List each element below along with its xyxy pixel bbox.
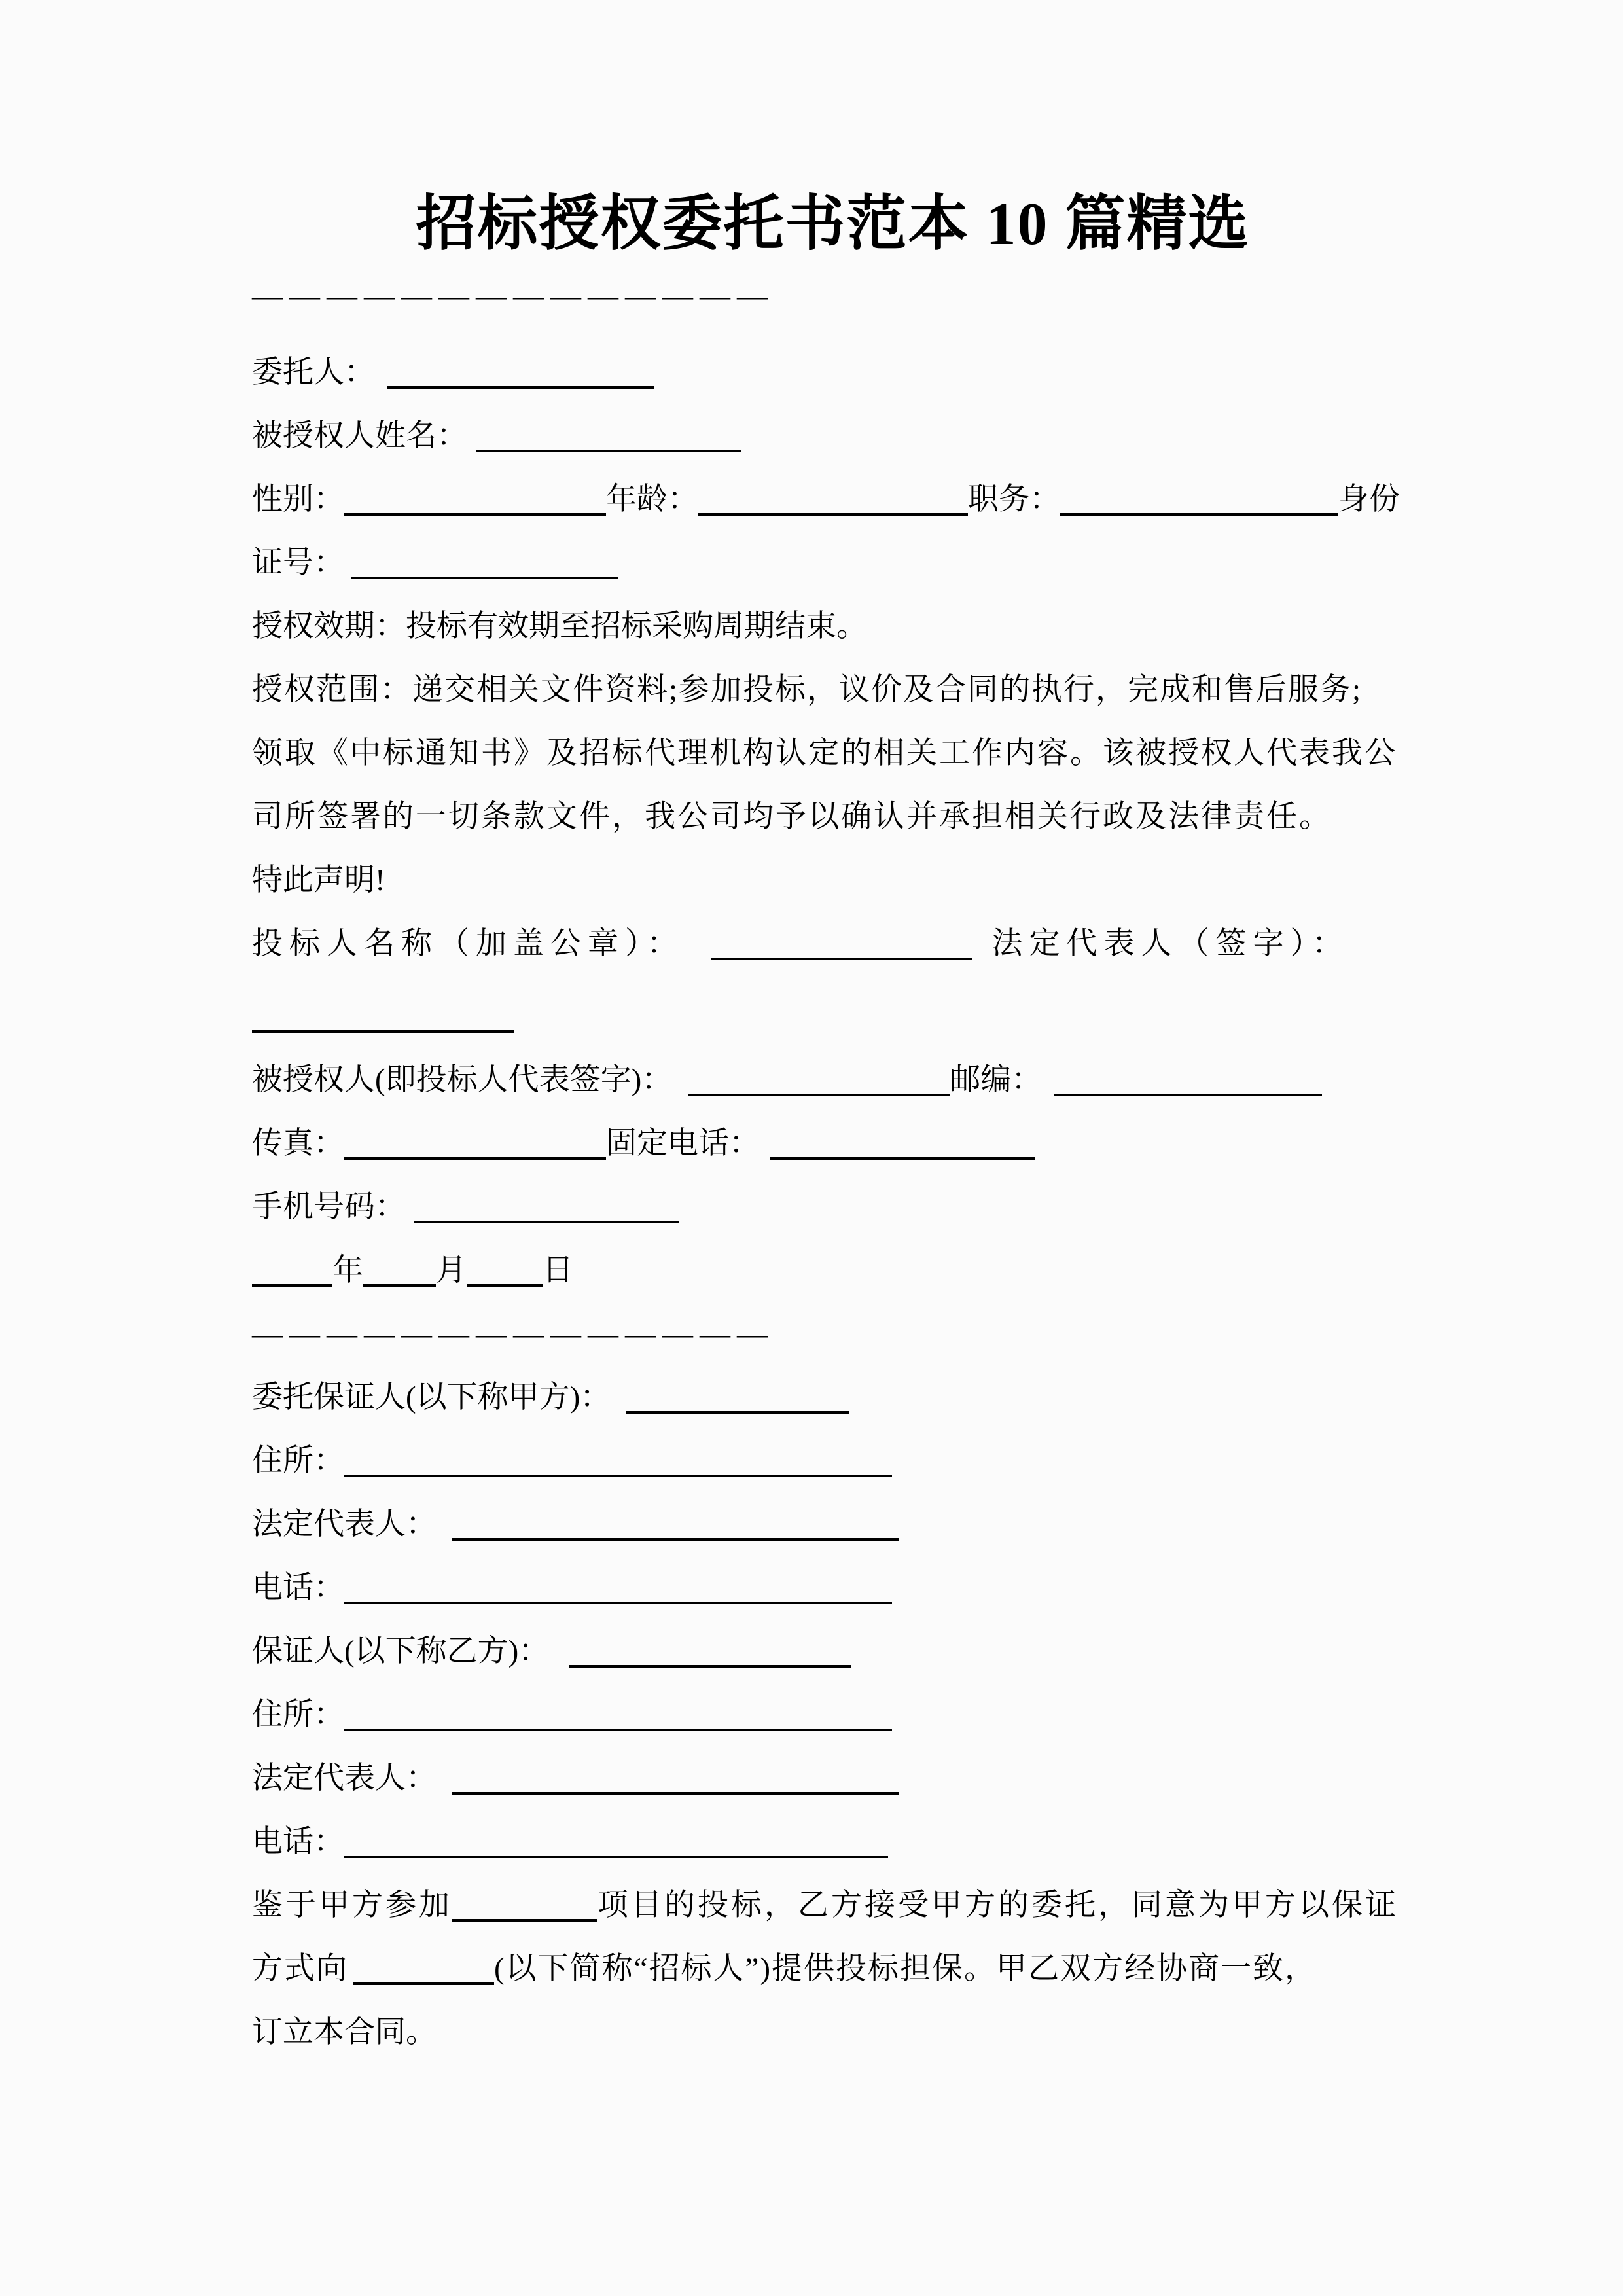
guarantor-blank-field [569,1665,851,1668]
bidder-name-label: 投标人名称（加盖公章）： [252,927,685,961]
line-id-number [252,531,1414,595]
validity-text: 授权效期：投标有效期至招标采购周期结束。 [252,609,867,643]
method-prefix: 方式向 [252,1952,348,1986]
month-label: 月 [436,1253,467,1287]
party-a-legal-rep-label: 法定代表人： [252,1507,437,1541]
id-no-label: 证号： [252,546,344,580]
day-label: 日 [543,1253,573,1287]
tenderee-blank-field [353,1982,494,1985]
authorized-rep-blank-field [688,1094,950,1096]
party-b-address-blank-field [344,1729,892,1731]
age-blank-field [698,513,968,516]
position-label: 职务： [968,482,1060,516]
date-month-blank-field [363,1284,436,1287]
position-blank-field [1060,513,1338,516]
age-label: 年龄： [606,482,698,516]
scope-text-3: 司所签署的一切条款文件，我公司均予以确认并承担相关行政及法律责任。 [252,800,1332,834]
postcode-label: 邮编： [950,1063,1043,1097]
line-authorization-validity [252,595,1414,658]
line-authorized-rep [252,1049,1414,1112]
legal-rep-sign-label: 法定代表人（签字）： [991,927,1349,961]
party-a-phone-label: 电话： [252,1571,344,1605]
line-party-a-legal-rep [252,1493,1414,1556]
line-declaration [252,849,1414,912]
line-party-b-phone [252,1810,1414,1874]
mobile-blank-field [414,1221,679,1223]
method-suffix: (以下简称“招标人”)提供投标担保。甲乙双方经协商一致， [494,1952,1317,1986]
fax-label: 传真： [252,1126,344,1160]
divider-top: —————————————— [252,279,774,313]
page-title: 招标授权委托书范本 10 篇精选 [416,190,1250,257]
guarantor-label: 保证人(以下称乙方)： [252,1634,550,1668]
party-a-phone-blank-field [344,1602,892,1604]
consignor-blank-field [387,386,654,389]
id-no-blank-field [351,577,618,579]
whereas-prefix: 鉴于甲方参加 [252,1888,452,1922]
line-consignor [252,341,1414,404]
line-fax-landline [252,1112,1414,1175]
postcode-blank-field [1054,1094,1322,1096]
principal-guarantor-blank-field [626,1411,849,1414]
authorized-rep-label: 被授权人(即投标人代表签字)： [252,1063,673,1097]
line-party-b-legal-rep [252,1747,1414,1810]
line-date [252,1239,1414,1302]
line-legal-rep-sign-blank [252,985,1414,1049]
document-body [252,341,1414,2064]
party-b-address-label: 住所： [252,1698,344,1732]
gender-blank-field [344,513,606,516]
scope-text-1: 授权范围：递交相关文件资料;参加投标，议价及合同的执行，完成和售后服务; [252,673,1363,707]
scope-text-2: 领取《中标通知书》及招标代理机构认定的相关工作内容。该被授权人代表我公 [252,736,1397,770]
line-authorization-scope-3 [252,785,1414,849]
declaration-text: 特此声明! [252,863,385,897]
line-principal-guarantor [252,1366,1414,1429]
party-a-address-blank-field [344,1475,892,1477]
consignor-label: 委托人： [252,355,375,389]
line-mobile [252,1175,1414,1239]
line-conclude [252,2001,1414,2064]
gender-label: 性别： [252,482,344,516]
party-a-legal-rep-blank-field [452,1538,899,1541]
line-party-a-address [252,1429,1414,1493]
date-day-blank-field [467,1284,543,1287]
bidder-name-blank-field [711,958,972,960]
divider-middle: —————————————— [252,1317,774,1351]
mobile-label: 手机号码： [252,1190,406,1224]
year-label: 年 [332,1253,363,1287]
fax-blank-field [344,1157,606,1160]
legal-rep-sign-blank-field [252,1030,514,1033]
authorized-name-label: 被授权人姓名： [252,419,467,453]
party-b-phone-blank-field [344,1856,888,1858]
line-authorization-scope-1 [252,658,1414,722]
party-b-legal-rep-blank-field [452,1792,899,1795]
line-gender-age-position [252,468,1414,531]
project-name-blank-field [452,1919,597,1922]
id-wrap-prefix: 身份 [1338,482,1400,516]
line-bidder-name [252,912,1414,976]
landline-label: 固定电话： [606,1126,760,1160]
landline-blank-field [770,1157,1035,1160]
principal-guarantor-label: 委托保证人(以下称甲方)： [252,1380,611,1414]
whereas-suffix: 项目的投标，乙方接受甲方的委托，同意为甲方以保证 [597,1888,1399,1922]
conclude-text: 订立本合同。 [252,2015,437,2049]
line-party-a-phone [252,1556,1414,1620]
party-b-legal-rep-label: 法定代表人： [252,1761,437,1795]
line-guarantee-method [252,1937,1414,2001]
line-authorization-scope-2 [252,722,1414,785]
authorized-name-blank-field [476,450,741,452]
line-party-b-address [252,1683,1414,1747]
line-guarantor [252,1620,1414,1683]
line-whereas [252,1874,1414,1937]
date-year-blank-field [252,1284,332,1287]
line-authorized-name [252,404,1414,468]
party-b-phone-label: 电话： [252,1825,344,1859]
party-a-address-label: 住所： [252,1444,344,1478]
